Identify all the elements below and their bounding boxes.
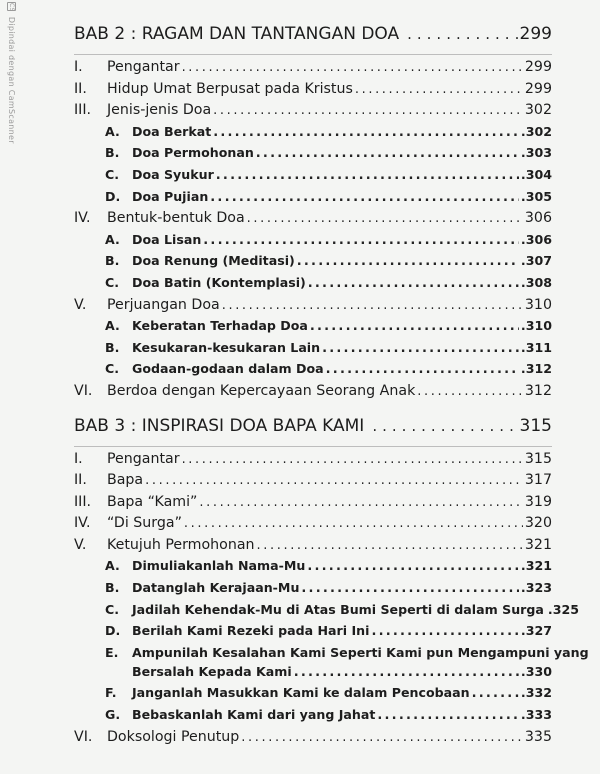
entry-page: .302	[520, 123, 552, 139]
toc-subentry	[74, 580, 552, 602]
dot-leader	[417, 384, 523, 399]
spacer	[74, 405, 552, 416]
toc-entry	[74, 81, 552, 103]
toc-entry	[74, 515, 552, 537]
entry-text: Janganlah Masukkan Kami ke dalam Pencobaan	[132, 685, 470, 701]
entry-text: “Di Surga”	[107, 515, 182, 532]
entry-page: 310	[524, 296, 552, 313]
entry-text: Doa Permohonan	[132, 145, 254, 161]
dot-leader	[310, 319, 519, 334]
dot-leader	[407, 25, 517, 43]
entry-page: .332	[520, 685, 552, 701]
toc-subentry	[74, 601, 579, 624]
dot-leader	[326, 362, 519, 377]
entry-number: G.	[105, 707, 121, 723]
entry-text: Berilah Kami Rezeki pada Hari Ini	[132, 623, 370, 639]
table-of-contents	[74, 24, 589, 750]
entry-text: Doa Batin (Kontemplasi)	[132, 274, 306, 290]
dot-leader	[472, 686, 519, 701]
watermark-text: Dipindai dengan CamScanner	[7, 16, 16, 144]
entry-page: .333	[520, 707, 552, 723]
entry-text: Doa Pujian	[132, 188, 209, 204]
entry-text: Pengantar	[107, 59, 180, 75]
entry-text: Perjuangan Doa	[107, 296, 220, 313]
dot-leader	[371, 624, 518, 639]
toc-entry	[74, 210, 552, 232]
entry-page: .310	[520, 318, 552, 334]
entry-text: Bentuk-bentuk Doa	[107, 210, 245, 227]
entry-page: .308	[520, 274, 552, 290]
entry-page: .304	[520, 166, 552, 182]
dot-leader	[199, 495, 522, 510]
entry-page: .307	[520, 253, 552, 269]
toc-subentry	[74, 644, 589, 664]
dot-leader	[182, 60, 523, 75]
entry-page: 335	[524, 728, 552, 745]
entry-number: II.	[74, 472, 87, 489]
dot-leader	[301, 581, 519, 596]
chapter-page: 299	[519, 24, 552, 44]
entry-text: Berdoa dengan Kepercayaan Seorang Anak	[107, 382, 416, 399]
entry-text-continued: Bersalah Kepada Kami	[132, 663, 292, 679]
entry-page: .306	[520, 231, 552, 247]
dot-leader	[247, 211, 523, 226]
entry-text: Hidup Umat Berpusat pada Kristus	[107, 80, 353, 97]
toc-subentry	[74, 340, 552, 362]
dot-leader	[222, 298, 523, 313]
entry-text: Doa Lisan	[132, 231, 202, 247]
entry-number: A.	[105, 558, 120, 574]
entry-page: .311	[520, 339, 552, 355]
toc-entry	[74, 494, 552, 516]
entry-page: .312	[520, 361, 552, 377]
entry-number: A.	[105, 123, 120, 139]
camscanner-watermark	[2, 2, 16, 152]
dot-leader	[322, 341, 519, 356]
entry-text: Ketujuh Permohonan	[107, 536, 255, 553]
toc-subentry	[74, 685, 552, 707]
entry-number: II.	[74, 80, 87, 97]
dot-leader	[184, 516, 523, 531]
entry-number: F.	[105, 685, 117, 701]
toc-entry	[74, 729, 552, 751]
toc-entry	[74, 451, 552, 473]
entry-text: Datanglah Kerajaan-Mu	[132, 580, 300, 596]
entry-text: Kesukaran-kesukaran Lain	[132, 339, 321, 355]
entry-page: 312	[524, 382, 552, 399]
entry-text: Doa Syukur	[132, 166, 214, 182]
toc-subentry-continuation	[74, 664, 552, 686]
toc-subentry	[74, 145, 552, 167]
dot-leader	[377, 708, 519, 723]
toc-subentry	[74, 232, 552, 254]
entry-number: B.	[105, 145, 120, 161]
chapter-title: BAB 3 : INSPIRASI DOA BAPA KAMI	[74, 415, 365, 436]
dot-leader	[203, 233, 519, 248]
dot-leader	[216, 168, 519, 183]
entry-number: A.	[105, 231, 120, 247]
entry-text: Doksologi Penutup	[107, 728, 240, 745]
chapter-heading	[74, 24, 552, 54]
toc-subentry	[74, 558, 552, 580]
entry-page: .303	[520, 145, 552, 161]
entry-page: .327	[520, 623, 552, 639]
entry-text: Jenis-jenis Doa	[107, 102, 212, 119]
entry-number: IV.	[74, 210, 91, 227]
entry-page: .323	[520, 580, 552, 596]
chapter-page: 315	[519, 415, 552, 436]
dot-leader	[213, 125, 519, 140]
entry-number: D.	[105, 188, 121, 204]
toc-subentry	[74, 124, 552, 146]
entry-number: VI.	[74, 728, 93, 745]
entry-text: Doa Berkat	[132, 123, 212, 139]
toc-entry	[74, 59, 552, 81]
entry-text: Dimuliakanlah Nama-Mu	[132, 558, 306, 574]
toc-entry	[74, 297, 552, 319]
entry-text: Bebaskanlah Kami dari yang Jahat	[132, 707, 376, 723]
chapter-heading	[74, 416, 552, 446]
entry-page: 319	[524, 493, 552, 510]
toc-subentry	[74, 253, 552, 275]
dot-leader	[294, 665, 519, 680]
dot-leader	[307, 559, 519, 574]
entry-number: C.	[105, 361, 120, 377]
entry-number: III.	[74, 493, 92, 510]
entry-page: .321	[520, 558, 552, 574]
toc-entry	[74, 383, 552, 405]
entry-number: C.	[105, 601, 120, 617]
entry-text: Jadilah Kehendak-Mu di Atas Bumi Seperti di dalam Surga	[132, 601, 544, 617]
dot-leader	[355, 82, 523, 97]
entry-page: 320	[524, 515, 552, 532]
entry-number: I.	[74, 59, 83, 75]
toc-subentry	[74, 707, 552, 729]
dot-leader	[257, 538, 523, 553]
entry-number: V.	[74, 296, 87, 313]
entry-page: 299	[524, 59, 552, 75]
toc-subentry	[74, 361, 552, 383]
entry-number: C.	[105, 274, 120, 290]
entry-number: B.	[105, 253, 120, 269]
entry-page: .325	[547, 601, 579, 617]
entry-page: 299	[524, 80, 552, 97]
dot-leader	[297, 254, 519, 269]
toc-subentry	[74, 623, 552, 645]
dot-leader	[308, 276, 519, 291]
dot-leader	[145, 473, 523, 488]
entry-page: .330	[520, 663, 552, 679]
entry-page: 306	[524, 210, 552, 227]
divider	[74, 446, 552, 447]
toc-subentry	[74, 318, 552, 340]
entry-text: Bapa “Kami”	[107, 493, 198, 510]
entry-number: V.	[74, 536, 87, 553]
entry-text: Godaan-godaan dalam Doa	[132, 361, 324, 377]
entry-number: III.	[74, 102, 92, 119]
entry-number: B.	[105, 339, 120, 355]
entry-text: Pengantar	[107, 450, 180, 467]
entry-page: 302	[524, 102, 552, 119]
toc-subentry	[74, 167, 552, 189]
dot-leader	[372, 417, 517, 435]
entry-number: D.	[105, 623, 121, 639]
entry-text: Bapa	[107, 472, 144, 489]
entry-page: 321	[524, 536, 552, 553]
entry-number: VI.	[74, 382, 93, 399]
dot-leader	[182, 452, 523, 467]
entry-number: E.	[105, 644, 119, 660]
divider	[74, 54, 552, 55]
entry-page: 317	[524, 472, 552, 489]
entry-page: 315	[524, 450, 552, 467]
entry-number: I.	[74, 450, 83, 467]
toc-subentry	[74, 275, 552, 297]
entry-number: B.	[105, 580, 120, 596]
camscanner-icon: CS	[8, 3, 15, 12]
chapter-title: BAB 2 : RAGAM DAN TANTANGAN DOA	[74, 24, 400, 44]
toc-subentry	[74, 189, 552, 211]
toc-entry	[74, 537, 552, 559]
entry-text: Keberatan Terhadap Doa	[132, 318, 308, 334]
entry-page: .305	[520, 188, 552, 204]
dot-leader	[256, 146, 519, 161]
dot-leader	[213, 103, 523, 118]
entry-text: Ampunilah Kesalahan Kami Seperti Kami pun Mengampuni yang	[132, 644, 589, 660]
dot-leader	[210, 190, 519, 205]
dot-leader	[241, 730, 523, 745]
entry-number: A.	[105, 318, 120, 334]
entry-text: Doa Renung (Meditasi)	[132, 253, 295, 269]
toc-entry	[74, 472, 552, 494]
entry-number: IV.	[74, 515, 91, 532]
toc-entry	[74, 102, 552, 124]
entry-number: C.	[105, 166, 120, 182]
